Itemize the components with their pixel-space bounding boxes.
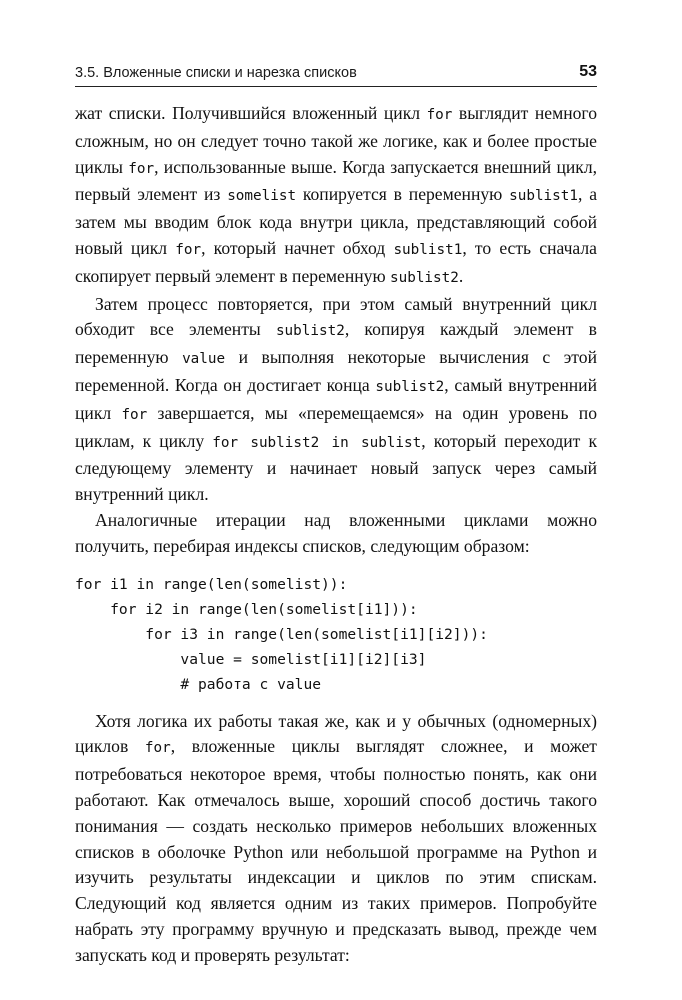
text-run: , использованные выше. Когда запускается внешний цикл, первый элемент из	[75, 156, 597, 205]
paragraphs-before-code	[75, 101, 597, 560]
text-run: , который переходит к следующему элементу и начинает новый запуск через самый внутренний цикл.	[75, 430, 597, 505]
paragraph	[75, 508, 597, 560]
text-run: Аналогичные итерации над вложенными циклами можно получить, перебирая индексы списков, следующим образом:	[75, 509, 597, 556]
inline-code: sublist2	[390, 269, 459, 286]
paragraph	[75, 101, 597, 292]
code-line: value = somelist[i1][i2][i3]	[75, 650, 427, 668]
inline-code: for	[144, 740, 171, 757]
inline-code: for	[121, 406, 148, 423]
inline-code: for sublist2 in sublist	[212, 434, 422, 451]
page-body	[75, 101, 597, 969]
inline-code: value	[182, 351, 226, 368]
text-run: завершается, мы «перемещаемся» на один уровень по циклам, к циклу	[75, 402, 597, 451]
text-run: , который начнет обход	[201, 237, 394, 258]
text-run: Хотя логика их работы такая же, как и у обычных (одномерных) циклов	[75, 710, 597, 757]
paragraph	[75, 709, 597, 969]
inline-code: for	[175, 241, 202, 258]
text-run: и выполняя некоторые вычисления с этой переменной. Когда он достигает конца	[75, 347, 597, 395]
page-number: 53	[579, 63, 597, 80]
text-run: , копируя каждый элемент в переменную	[75, 319, 597, 368]
paragraphs-after-code	[75, 709, 597, 969]
code-line: for i2 in range(len(somelist[i1])):	[75, 600, 418, 618]
text-run: жат списки. Получившийся вложенный цикл	[75, 103, 427, 123]
text-run: , самый внутренний цикл	[75, 374, 597, 423]
code-line: # работа с value	[75, 675, 322, 693]
inline-code: sublist1	[509, 188, 578, 205]
text-run: Затем процесс повторяется, при этом самый внутренний цикл обходит все элементы	[75, 293, 597, 340]
code-block	[75, 572, 597, 697]
text-run: выглядит немного сложным, но он следует точно такой же логике, как и более простые циклы	[75, 103, 597, 177]
code-line: for i3 in range(len(somelist[i1][i2])):	[75, 625, 488, 643]
running-header	[75, 64, 597, 87]
code-line: for i1 in range(len(somelist)):	[75, 575, 348, 593]
inline-code: for	[128, 160, 155, 177]
paragraph	[75, 292, 597, 508]
text-run: копируется в переменную	[296, 184, 510, 205]
text-run: .	[458, 265, 464, 286]
text-run: , вложенные циклы выглядят сложнее, и может потребоваться некоторое время, чтобы полностью понять, как они работают. Как отмечалось выше, хороший способ достичь такого понимания — создать несколько примеров небольших вложенных списков в оболочке Python или небольшой программе на Python и изучить результаты индексации и циклов по этим спискам. Следующий код является одним из таких примеров. Попробуйте набрать эту программу вручную и предсказать вывод, прежде чем запускать код и проверять результат:	[75, 736, 597, 965]
inline-code: sublist1	[393, 241, 463, 258]
text-run: , то есть сначала скопирует первый элемент в переменную	[75, 237, 597, 286]
section-title: 3.5. Вложенные списки и нарезка списков	[75, 65, 357, 81]
text-run: , а затем мы вводим блок кода внутри цикла, представляющий собой новый цикл	[75, 184, 598, 258]
inline-code: sublist2	[375, 378, 445, 395]
inline-code: for	[426, 107, 453, 123]
inline-code: sublist2	[275, 323, 345, 340]
inline-code: somelist	[227, 188, 297, 205]
